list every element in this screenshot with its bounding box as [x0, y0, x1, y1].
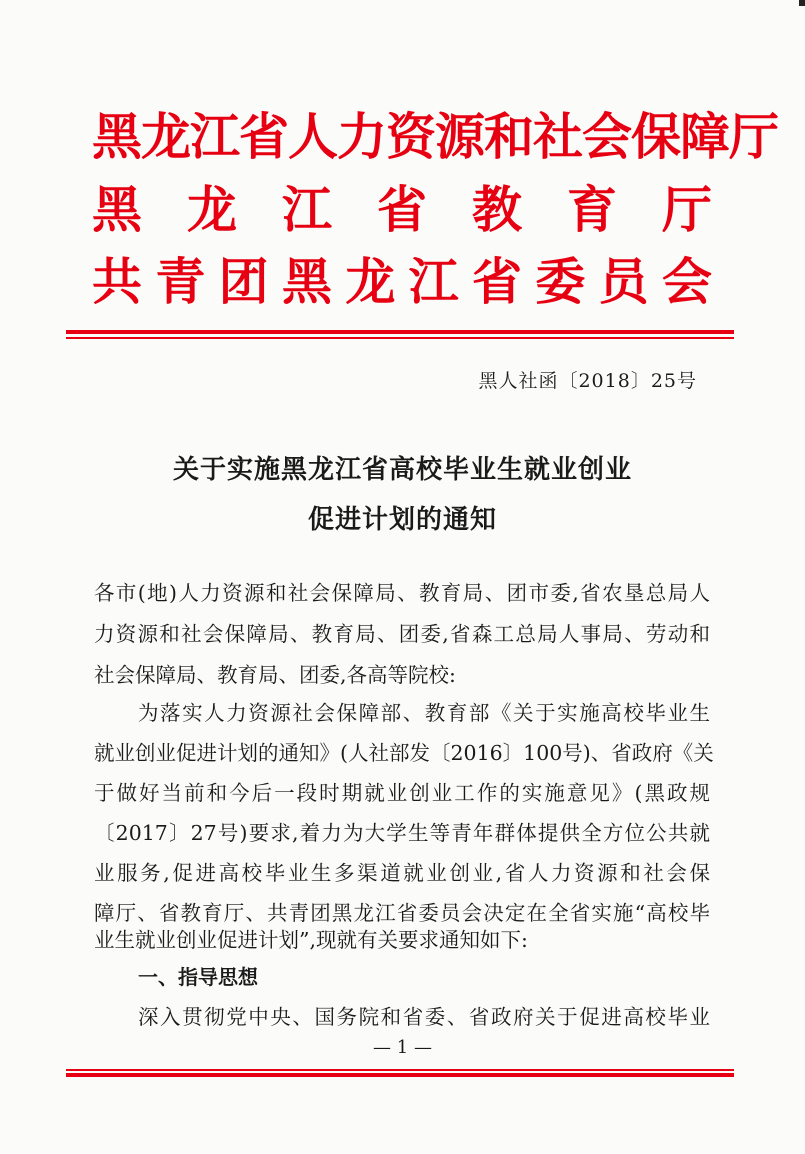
letterhead-char: 教: [472, 181, 522, 239]
paragraph-line: 障厅、省教育厅、共青团黑龙江省委员会决定在全省实施“高校毕: [94, 901, 710, 925]
letterhead-char: 省: [377, 181, 427, 239]
letterhead-char: 会: [661, 253, 712, 311]
paragraph-line: 〔2017〕27号)要求,着力为大学生等青年群体提供全方位公共就: [94, 821, 710, 845]
section-heading: 一、指导思想: [138, 965, 258, 989]
document-title-line-2: 促进计划的通知: [307, 505, 497, 535]
letterhead-char: 厅: [662, 181, 712, 239]
paragraph-line: 业服务,促进高校毕业生多渠道就业创业,省人力资源和社会保: [94, 861, 710, 885]
letterhead-char: 青: [155, 253, 206, 311]
letterhead-char: 育: [567, 181, 617, 239]
scan-corner-shade: [799, 0, 805, 6]
letterhead-rule-thin: [66, 337, 734, 339]
letterhead-char: 江: [282, 181, 332, 239]
paragraph-line: 业生就业创业促进计划”,现就有关要求通知如下:: [94, 928, 528, 952]
paragraph-line: 深入贯彻党中央、国务院和省委、省政府关于促进高校毕业: [138, 1005, 710, 1029]
letterhead-rule-thick: [66, 330, 734, 334]
footer-rule-thin: [66, 1069, 734, 1071]
addressee-line: 各市(地)人力资源和社会保障局、教育局、团市委,省农垦总局人: [94, 581, 710, 605]
letterhead-char: 黑: [281, 253, 332, 311]
page-number: — 1 —: [373, 1037, 432, 1058]
letterhead-char: 龙: [187, 181, 237, 239]
letterhead-char: 员: [598, 253, 649, 311]
footer-rule-thick: [66, 1073, 734, 1077]
document-title-line-1: 关于实施黑龙江省高校毕业生就业创业: [172, 455, 632, 485]
letterhead-char: 省: [471, 253, 522, 311]
letterhead-line-2: [92, 180, 712, 240]
paragraph-line: 为落实人力资源社会保障部、教育部《关于实施高校毕业生: [138, 701, 710, 725]
document-number: 黑人社函〔2018〕25号: [478, 370, 697, 392]
addressee-line: 社会保障局、教育局、团委,各高等院校:: [94, 663, 456, 687]
letterhead-char: 团: [218, 253, 269, 311]
letterhead-char: 黑: [92, 181, 142, 239]
letterhead-char: 龙: [345, 253, 396, 311]
letterhead-line-1: 黑龙江省人力资源和社会保障厅: [92, 108, 778, 166]
letterhead-char: 共: [92, 253, 142, 311]
paragraph-line: 就业创业促进计划的通知》(人社部发〔2016〕100号)、省政府《关: [94, 741, 714, 765]
addressee-line: 力资源和社会保障局、教育局、团委,省森工总局人事局、劳动和: [94, 622, 710, 646]
letterhead-line-3: [92, 252, 712, 312]
letterhead-char: 委: [535, 253, 586, 311]
letterhead-char: 江: [408, 253, 459, 311]
paragraph-line: 于做好当前和今后一段时期就业创业工作的实施意见》(黑政规: [94, 781, 710, 805]
